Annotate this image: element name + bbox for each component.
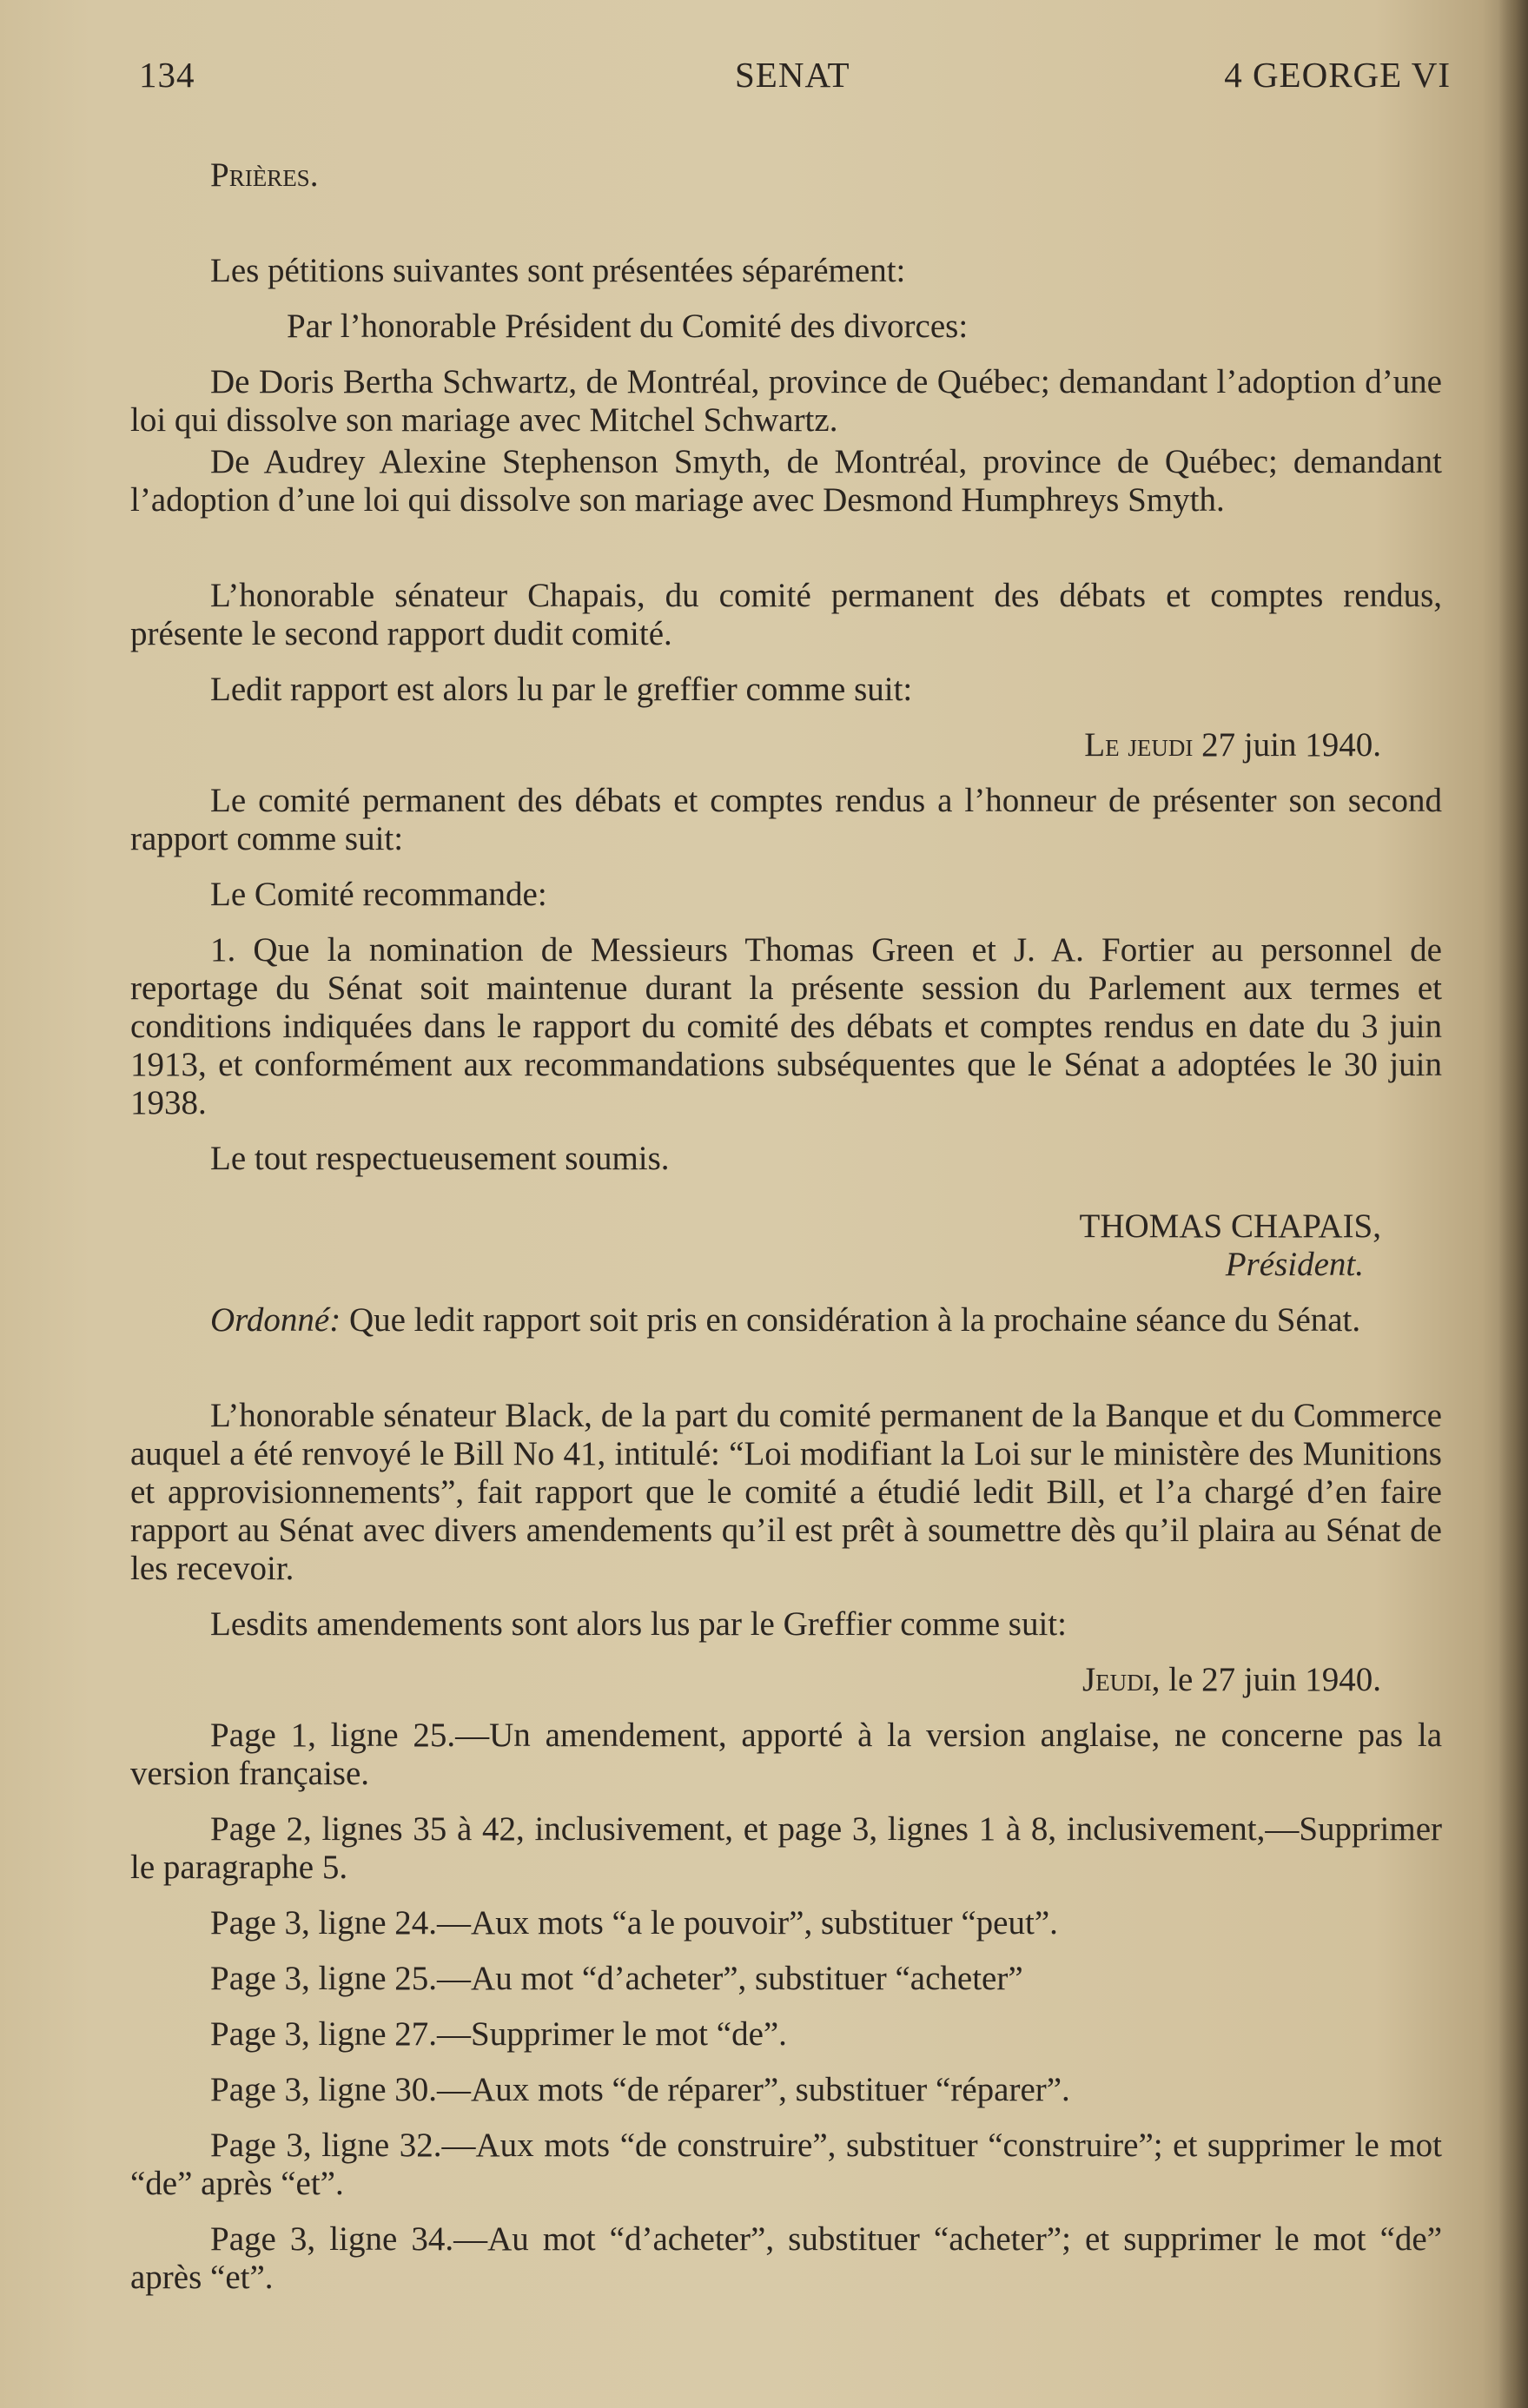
amendment-6: Page 3, ligne 30.—Aux mots “de réparer”, substituer “réparer”. xyxy=(210,2071,1070,2108)
amendment-date-day: Jeudi xyxy=(1082,1661,1152,1698)
amendment-2: Page 2, lignes 35 à 42, inclusivement, et page 3, lignes 1 à 8, inclusivement,—Supprimer le paragraphe 5. xyxy=(130,1810,1442,1886)
petitions-intro: Les pétitions suivantes sont présentées séparément: xyxy=(210,252,906,289)
comite-recommande: Le Comité recommande: xyxy=(210,876,547,913)
amendements-lus: Lesdits amendements sont alors lus par le Greffier comme suit: xyxy=(210,1605,1067,1643)
signature-title: Président. xyxy=(1225,1246,1364,1283)
amendment-5: Page 3, ligne 27.—Supprimer le mot “de”. xyxy=(210,2015,787,2053)
amendment-date-rest: , le 27 juin 1940. xyxy=(1151,1661,1381,1698)
header-regnal-year: 4 GEORGE VI xyxy=(1224,55,1451,95)
par-president: Par l’honorable Président du Comité des divorces: xyxy=(287,308,969,345)
report-date-rest: 27 juin 1940. xyxy=(1193,726,1381,764)
amendment-4: Page 3, ligne 25.—Au mot “d’acheter”, substituer “acheter” xyxy=(210,1960,1023,1997)
header-title: SENAT xyxy=(735,55,850,95)
amendment-1: Page 1, ligne 25.—Un amendement, apporté à la version anglaise, ne concerne pas la version française. xyxy=(130,1717,1442,1792)
ordonne-text: Que ledit rapport soit pris en considération à la prochaine séance du Sénat. xyxy=(341,1301,1361,1339)
page-edge-shadow xyxy=(1498,0,1528,2408)
running-header xyxy=(139,54,1451,106)
ordonne-paragraph xyxy=(130,1301,1442,1340)
petition-2: De Audrey Alexine Stephenson Smyth, de Montréal, province de Québec; demandant l’adoption d’une loi qui dissolve son mariage avec Desmond Humphreys Smyth. xyxy=(130,443,1442,519)
section-prieres: Prières. xyxy=(210,156,319,194)
chapais-intro: L’honorable sénateur Chapais, du comité permanent des débats et comptes rendus, présente le second rapport dudit comité. xyxy=(130,577,1442,652)
page-number: 134 xyxy=(139,55,195,95)
amendment-3: Page 3, ligne 24.—Aux mots “a le pouvoir”, substituer “peut”. xyxy=(210,1904,1058,1942)
rapport-lu: Ledit rapport est alors lu par le greffier comme suit: xyxy=(210,671,913,708)
recommendation-item-1: 1. Que la nomination de Messieurs Thomas Green et J. A. Fortier au personnel de reportage du Sénat soit maintenue durant la présente session du Parlement aux termes et conditions indiquées dans le rapport du comité des débats et comptes rendus en date du 3 juin 1913, et conformément aux recommandations subséquentes que le Sénat a adoptées le 30 juin 1938. xyxy=(130,931,1442,1121)
ordonne-label: Ordonné: xyxy=(210,1301,341,1339)
respectueusement-soumis: Le tout respectueusement soumis. xyxy=(210,1140,670,1177)
amendment-7: Page 3, ligne 32.—Aux mots “de construire”, substituer “construire”; et supprimer le mot “de” après “et”. xyxy=(130,2127,1442,2202)
report-date xyxy=(130,726,1442,764)
petition-1: De Doris Bertha Schwartz, de Montréal, province de Québec; demandant l’adoption d’une loi qui dissolve son mariage avec Mitchel Schwartz. xyxy=(130,363,1442,439)
comite-honneur: Le comité permanent des débats et comptes rendus a l’honneur de présenter son second rapport comme suit: xyxy=(130,782,1442,857)
report-date-day: Le jeudi xyxy=(1084,726,1194,764)
signature-name: THOMAS CHAPAIS, xyxy=(1079,1207,1381,1245)
black-intro: L’honorable sénateur Black, de la part du comité permanent de la Banque et du Commerce auquel a été renvoyé le Bill No 41, intitulé: “Loi modifiant la Loi sur le ministère des Munitions et approvisionnements”, fait rapport que le comité a étudié ledit Bill, et l’a chargé d’en faire rapport au Sénat avec divers amendements qu’il est prêt à soumettre dès qu’il plaira au Sénat de les recevoir. xyxy=(130,1397,1442,1587)
page-body xyxy=(130,156,1442,2297)
amendment-date xyxy=(130,1661,1442,1699)
amendment-8: Page 3, ligne 34.—Au mot “d’acheter”, substituer “acheter”; et supprimer le mot “de” après “et”. xyxy=(130,2220,1442,2296)
